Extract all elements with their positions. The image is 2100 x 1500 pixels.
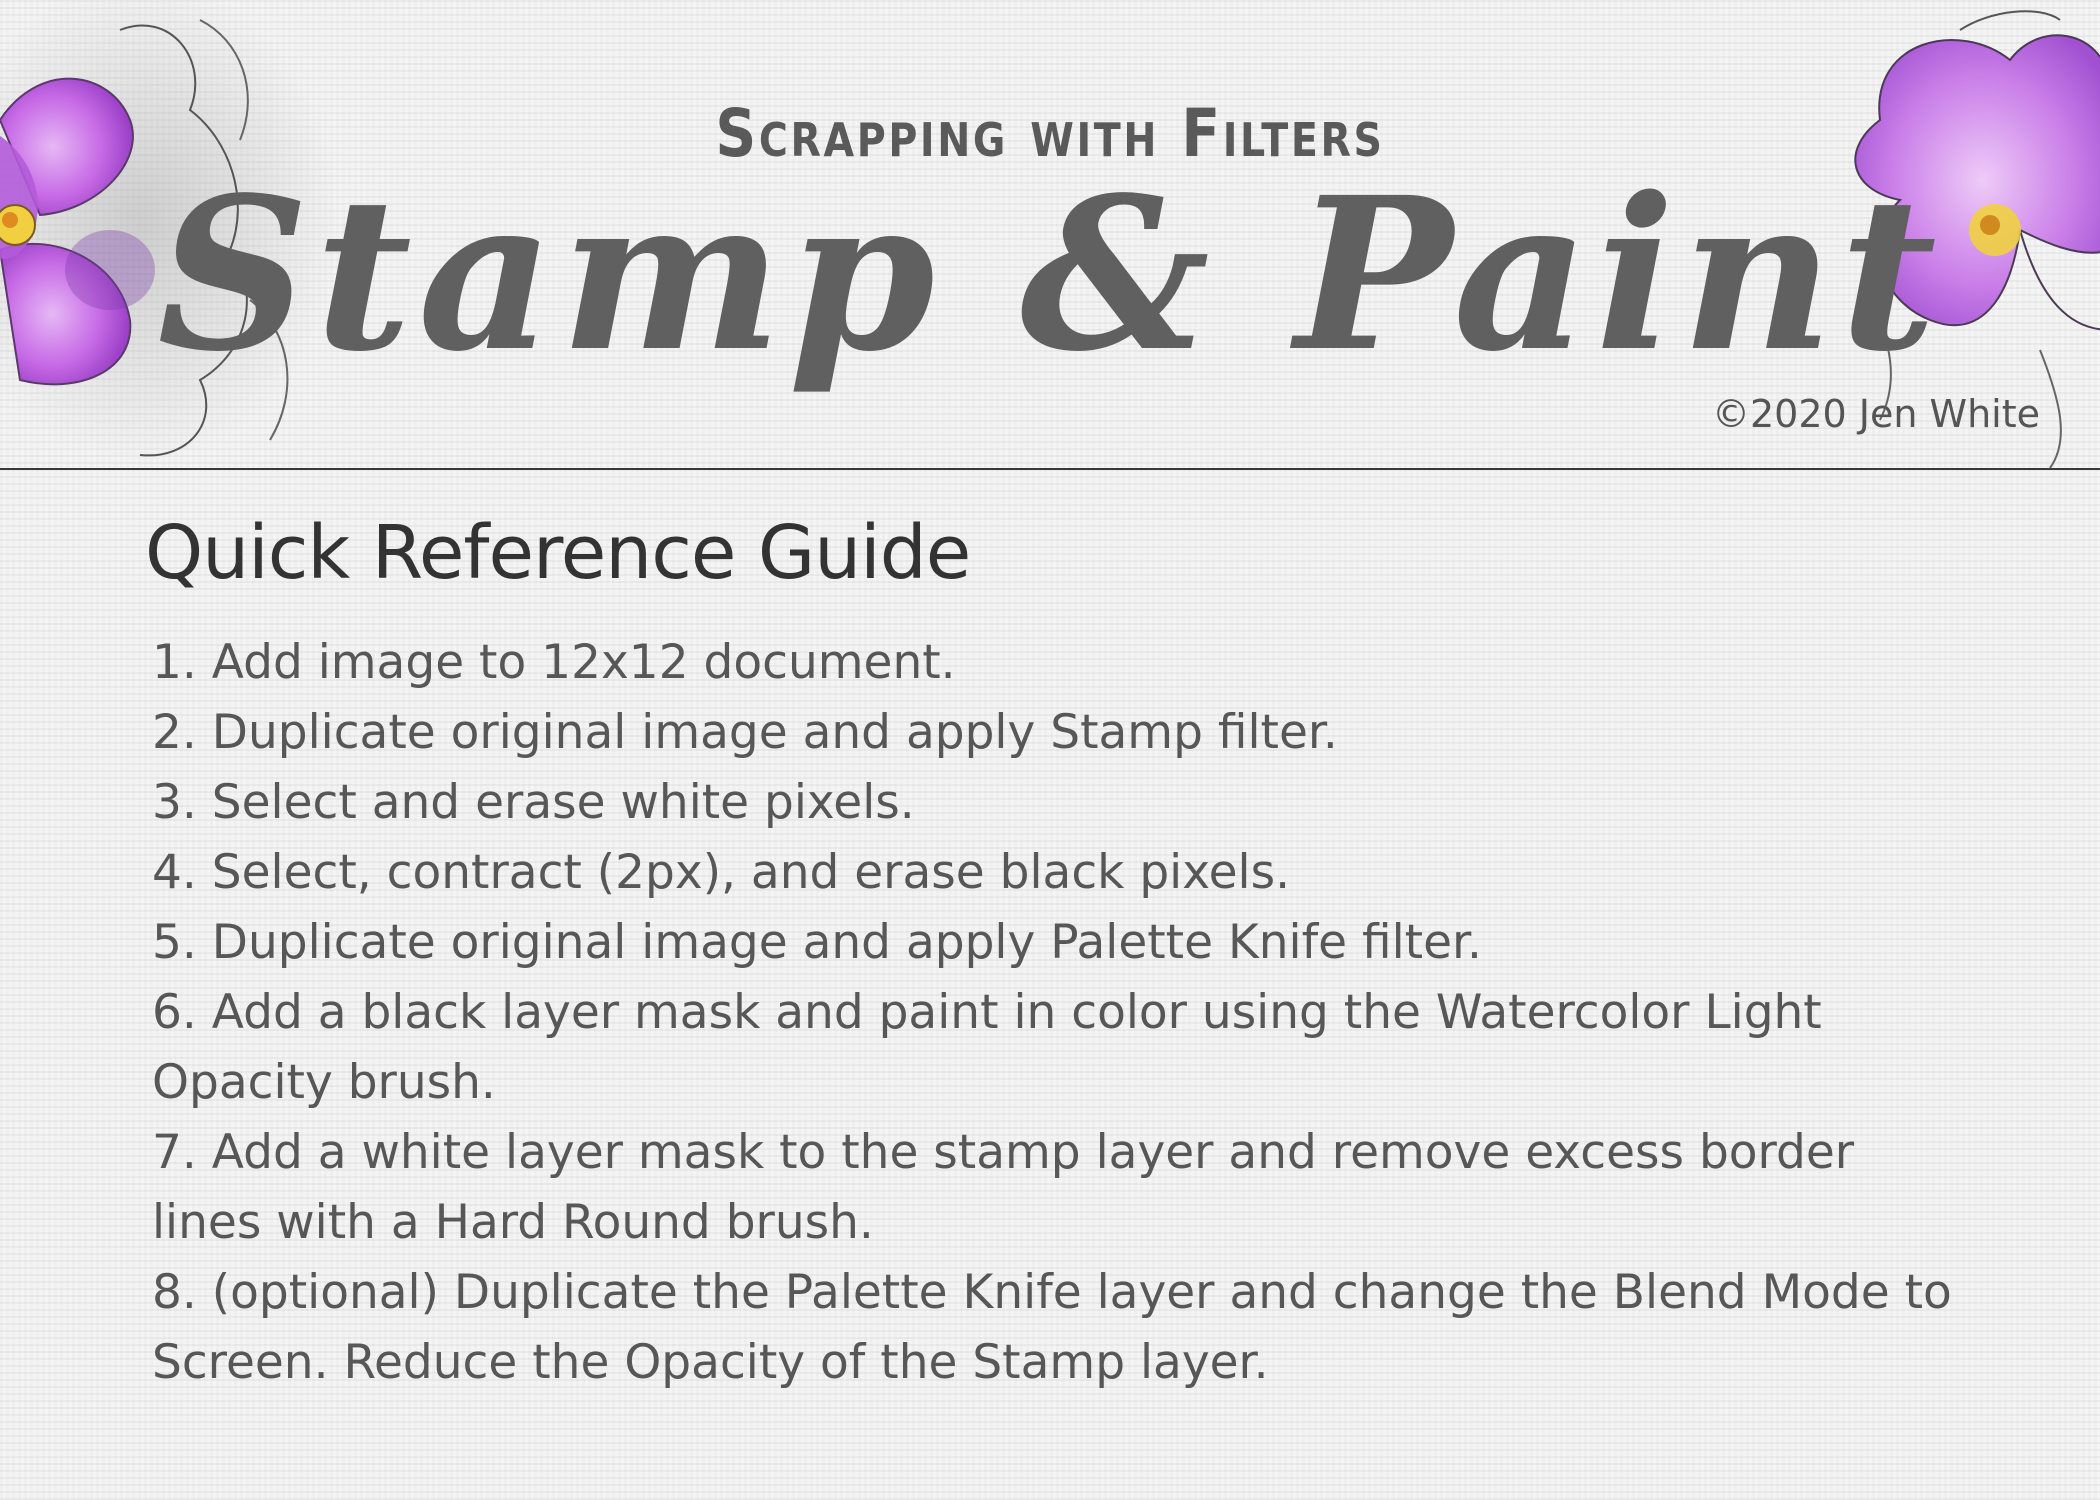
copyright-notice: ©2020 Jen White <box>1711 392 2040 436</box>
steps-list <box>152 628 1952 1398</box>
step-item: 2. Duplicate original image and apply Stamp filter. <box>152 705 1338 760</box>
step-item: 5. Duplicate original image and apply Palette Knife filter. <box>152 915 1482 970</box>
page-title: Stamp & Paint <box>157 151 1943 398</box>
step-item: 4. Select, contract (2px), and erase black pixels. <box>152 845 1291 900</box>
step-item: 6. Add a black layer mask and paint in color using the Watercolor Light Opacity brush. <box>152 985 1822 1110</box>
step-item: 1. Add image to 12x12 document. <box>152 635 956 690</box>
step-item: 8. (optional) Duplicate the Palette Knife layer and change the Blend Mode to Screen. Reduce the Opacity of the Stamp layer. <box>152 1265 1952 1390</box>
series-subtitle: Scrapping with Filters <box>715 95 1385 172</box>
step-item: 3. Select and erase white pixels. <box>152 775 915 830</box>
guide-heading: Quick Reference Guide <box>145 510 971 596</box>
header-banner <box>0 0 2100 470</box>
step-item: 7. Add a white layer mask to the stamp layer and remove excess border lines with a Hard Round brush. <box>152 1125 1855 1250</box>
